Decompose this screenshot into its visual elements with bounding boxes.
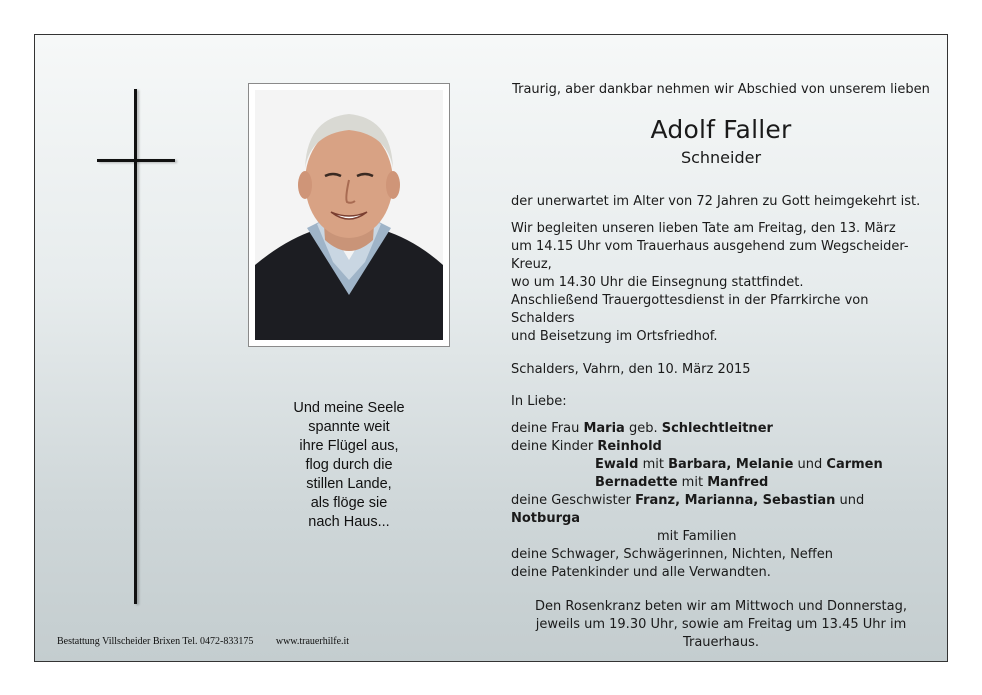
funeral-line: wo um 14.30 Uhr die Einsegnung stattfindet. [511, 275, 804, 290]
funeral-line: Wir begleiten unseren lieben Tate am Freitag, den 13. März [511, 221, 896, 236]
family-block [511, 420, 931, 582]
family-child-ewald: Ewald mit Barbara, Melanie und Carmen [595, 457, 883, 472]
family-wife: deine Frau Maria geb. Schlechtleitner [511, 421, 773, 436]
passing-line: der unerwartet im Alter von 72 Jahren zu Gott heimgekehrt ist. [511, 194, 921, 209]
poem-line: Und meine Seele [293, 400, 405, 416]
cross-icon-vertical [134, 89, 137, 604]
rosary-line: jeweils um 19.30 Uhr, sowie am Freitag um 13.45 Uhr im Trauerhaus. [535, 617, 907, 650]
intro-line: Traurig, aber dankbar nehmen wir Abschied von unserem lieben [512, 82, 930, 97]
obituary-text [511, 75, 931, 652]
poem [265, 399, 433, 532]
family-godchildren: deine Patenkinder und alle Verwandten. [511, 565, 771, 580]
website-link[interactable]: www.trauerhilfe.it [275, 636, 350, 647]
footer [57, 636, 369, 647]
rosary-block [511, 598, 931, 652]
in-love-label: In Liebe: [511, 394, 567, 409]
funeral-line: Anschließend Trauergottesdienst in der Pfarrkirche von Schalders [511, 293, 869, 326]
family-children: deine Kinder Reinhold [511, 439, 662, 454]
family-siblings: deine Geschwister Franz, Marianna, Sebastian und Notburga [511, 493, 865, 526]
portrait-frame [248, 83, 450, 347]
family-in-laws: deine Schwager, Schwägerinnen, Nichten, Neffen [511, 547, 833, 562]
rosary-line: Den Rosenkranz beten wir am Mittwoch und Donnerstag, [534, 599, 908, 614]
poem-line: stillen Lande, [306, 476, 392, 492]
cross-icon-horizontal [97, 159, 175, 162]
poem-line: flog durch die [305, 457, 393, 473]
family-child-bernadette: Bernadette mit Manfred [595, 475, 769, 490]
profession: Schneider [680, 148, 762, 167]
obituary-card [34, 34, 948, 662]
place-date: Schalders, Vahrn, den 10. März 2015 [511, 362, 751, 377]
poem-line: als flöge sie [310, 495, 388, 511]
poem-line: nach Haus... [308, 514, 390, 530]
funeral-block [511, 220, 931, 346]
funeral-line: um 14.15 Uhr vom Trauerhaus ausgehend zum Wegscheider-Kreuz, [511, 239, 909, 272]
funeral-home-info: Bestattung Villscheider Brixen Tel. 0472-833175 [57, 636, 254, 647]
portrait-photo [255, 90, 443, 340]
family-with-families: mit Familien [657, 529, 737, 544]
poem-line: ihre Flügel aus, [299, 438, 399, 454]
funeral-line: und Beisetzung im Ortsfriedhof. [511, 329, 718, 344]
deceased-name: Adolf Faller [650, 115, 792, 144]
poem-line: spannte weit [308, 419, 390, 435]
